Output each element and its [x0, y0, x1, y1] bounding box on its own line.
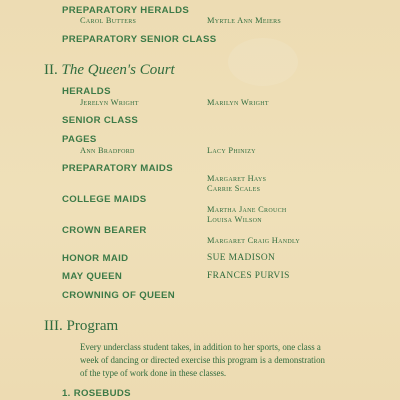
rosebuds-heading: 1. ROSEBUDS: [62, 388, 131, 399]
honor-maid-name: SUE MADISON: [207, 253, 276, 263]
section-program-title: [44, 318, 118, 335]
honor-maid-heading: HONOR MAID: [62, 253, 129, 264]
section-numeral: III.: [44, 318, 63, 334]
paper-stain: [228, 38, 298, 86]
herald-name-carol-butters: Carol Butters: [80, 16, 137, 25]
program-paragraph-line-2: week of dancing or directed exercise this program is a demonstration: [80, 355, 325, 365]
heralds-heading: HERALDS: [62, 86, 111, 97]
preparatory-maids-heading: PREPARATORY MAIDS: [62, 163, 173, 174]
herald-name-myrtle-ann-meiers: Myrtle Ann Meiers: [207, 16, 282, 25]
section-title: The Queen's Court: [61, 62, 175, 78]
section-queens-court-title: [44, 62, 175, 79]
pages-heading: PAGES: [62, 134, 97, 145]
program-paragraph-line-1: Every underclass student takes, in addition to her sports, one class a: [80, 342, 321, 352]
may-queen-heading: MAY QUEEN: [62, 271, 123, 282]
maid-name-louisa-wilson: Louisa Wilson: [207, 215, 262, 224]
crown-bearer-name: Margaret Craig Handly: [207, 236, 300, 245]
may-queen-name: FRANCES PURVIS: [207, 271, 290, 281]
crowning-heading: CROWNING OF QUEEN: [62, 290, 176, 301]
section-numeral: II.: [44, 62, 58, 78]
maid-name-carrie-scales: Carrie Scales: [207, 184, 261, 193]
maid-name-margaret-hays: Margaret Hays: [207, 174, 267, 183]
crown-bearer-heading: CROWN BEARER: [62, 225, 147, 236]
maid-name-martha-jane-crouch: Martha Jane Crouch: [207, 205, 287, 214]
page-name-lacy-phinizy: Lacy Phinizy: [207, 146, 256, 155]
preparatory-heralds-heading: PREPARATORY HERALDS: [62, 5, 190, 16]
section-title: Program: [66, 318, 119, 334]
college-maids-heading: COLLEGE MAIDS: [62, 194, 147, 205]
herald-name-jerelyn-wright: Jerelyn Wright: [80, 98, 139, 107]
preparatory-senior-class-heading: PREPARATORY SENIOR CLASS: [62, 34, 217, 45]
program-paragraph-line-3: of the type of work done in these classes.: [80, 368, 227, 378]
herald-name-marilyn-wright: Marilyn Wright: [207, 98, 269, 107]
senior-class-heading: SENIOR CLASS: [62, 115, 139, 126]
page-name-ann-bradford: Ann Bradford: [80, 146, 135, 155]
